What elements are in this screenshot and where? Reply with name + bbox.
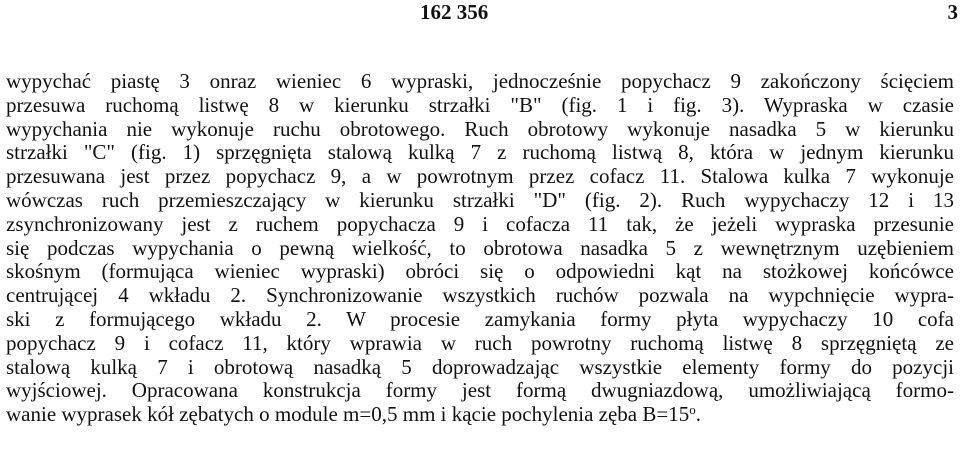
text-line: centrującej 4 wkładu 2. Synchronizowanie wszystkich ruchów pozwala na wypchnięcie wypra- bbox=[6, 283, 954, 308]
text-line: się podczas wypychania o pewną wielkość, to obrotowa nasadka 5 z wewnętrznym uzębieniem bbox=[6, 235, 954, 260]
page-header bbox=[0, 0, 960, 30]
body-paragraph bbox=[6, 70, 954, 427]
text-line: popychacz 9 i cofacz 11, który wprawia w ruch powrotny ruchomą listwę 8 sprzęgniętą ze bbox=[6, 330, 954, 355]
last-line-text: wanie wyprasek kół zębatych o module m=0,5 mm i kącie pochylenia zęba B=15 bbox=[6, 402, 690, 427]
text-line: przesuwana jest przez popychacz 9, a w powrotnym przez cofacz 11. Stalowa kulka 7 wykonuje bbox=[6, 164, 954, 189]
text-line: skośnym (formująca wieniec wypraski) obróci się o odpowiedni kąt na stożkowej końcówce bbox=[6, 259, 954, 284]
text-line: przesuwa ruchomą listwę 8 w kierunku strzałki "B" (fig. 1 i fig. 3). Wypraska w czasie bbox=[6, 92, 954, 117]
text-line: zsynchronizowany jest z ruchem popychacza 9 i cofacza 11 tak, że jeżeli wypraska przesunie bbox=[6, 211, 954, 236]
text-line-last bbox=[6, 403, 954, 427]
text-line: wyjściowej. Opracowana konstrukcja formy jest formą dwugniazdową, umożliwiającą formo- bbox=[6, 378, 954, 403]
patent-number: 162 356 bbox=[420, 0, 489, 24]
text-line: wypychania nie wykonuje ruchu obrotowego. Ruch obrotowy wykonuje nasadka 5 w kierunku bbox=[6, 116, 954, 141]
last-line-end: . bbox=[695, 402, 701, 427]
text-line: wówczas ruch przemieszczający w kierunku strzałki "D" (fig. 2). Ruch wypychaczy 12 i 13 bbox=[6, 187, 954, 212]
degree-superscript: o bbox=[689, 402, 696, 418]
text-line: ski z formującego wkładu 2. W procesie zamykania formy płyta wypychaczy 10 cofa bbox=[6, 306, 954, 331]
text-line: stalową kulką 7 i obrotową nasadką 5 doprowadzając wszystkie elementy formy do pozycji bbox=[6, 354, 954, 379]
page-number: 3 bbox=[947, 0, 958, 24]
text-line: wypychać piastę 3 onraz wieniec 6 wypraski, jednocześnie popychacz 9 zakończony ścięciem bbox=[6, 69, 954, 93]
text-line: strzałki "C" (fig. 1) sprzęgnięta stalową kulką 7 z ruchomą listwą 8, która w jednym kierunku bbox=[6, 140, 954, 165]
